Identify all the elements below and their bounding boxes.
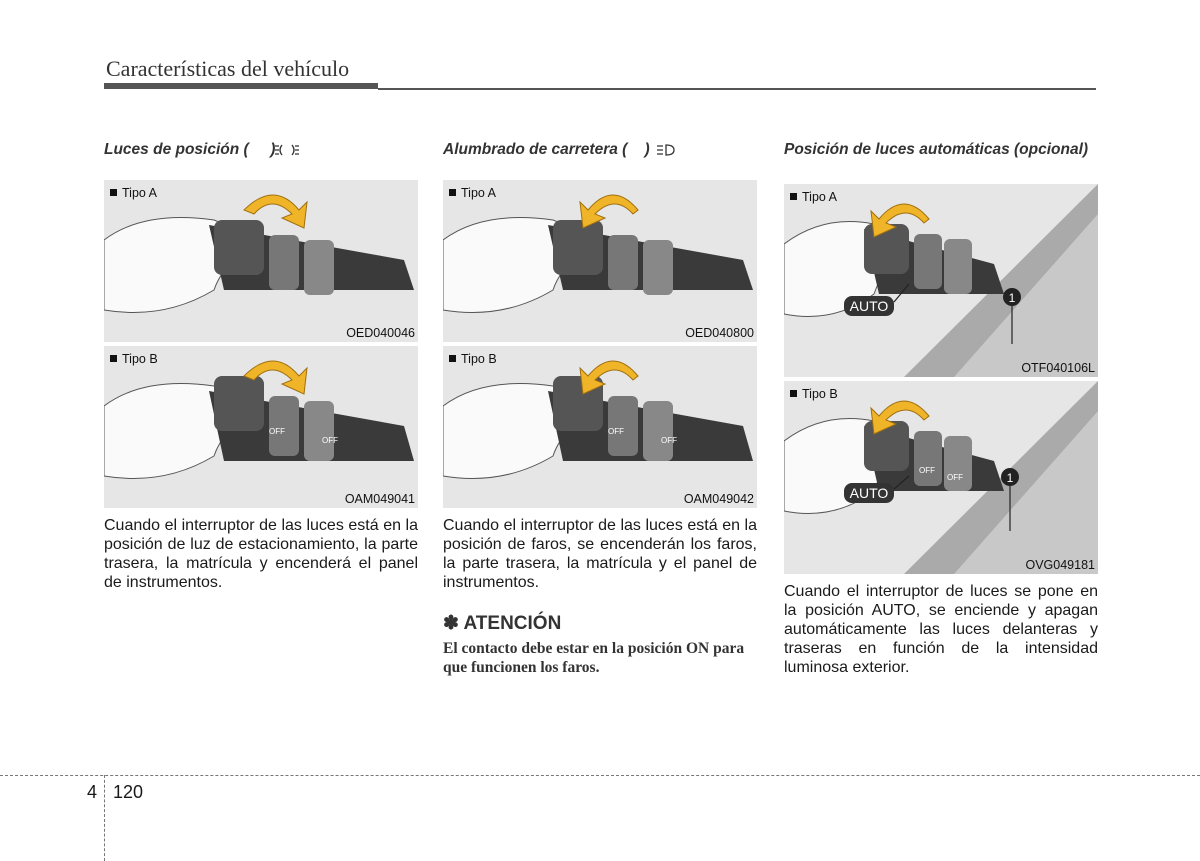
section-heading [104, 140, 418, 180]
column-auto-lights [784, 140, 1098, 677]
auto-label: AUTO [849, 298, 889, 314]
figure-label: Tipo B [110, 352, 158, 366]
heading-text: Alumbrado de carretera ( ) [443, 141, 650, 158]
switch-stalk-illustration [443, 346, 757, 508]
switch-stalk-illustration [104, 180, 418, 342]
figure-code: OAM049041 [344, 492, 415, 506]
section-heading [443, 140, 757, 180]
figure-code: OED040800 [685, 326, 754, 340]
off-label: OFF [322, 436, 338, 445]
column-headlights [443, 140, 757, 677]
figure-code: OVG049181 [1025, 558, 1095, 572]
headlight-icon [654, 143, 678, 157]
figure-label: Tipo B [449, 352, 497, 366]
section-heading: Posición de luces automáticas (opcional) [784, 141, 1089, 158]
off-label: OFF [661, 436, 677, 445]
body-paragraph: Cuando el interruptor de las luces está en la posición de faros, se encenderán los faros, la parte trasera, la matrícula y el panel de instrumentos. [443, 517, 757, 591]
page-number: 120 [113, 782, 144, 802]
figure-label: Tipo B [790, 387, 838, 401]
header-rule-thin [378, 88, 1096, 90]
off-label: OFF [919, 466, 935, 475]
notice-body: El contacto debe estar en la posición ON para que funcionen los faros. [443, 640, 745, 676]
figure-label: Tipo A [110, 186, 157, 200]
notice-title: ✽ ATENCIÓN [443, 613, 562, 634]
body-paragraph: Cuando el interruptor de las luces está en la posición de luz de estacionamiento, la parte trasera, la matrícula y encenderá el panel de instrumentos. [104, 517, 418, 591]
parking-light-icon [273, 143, 301, 157]
header-title: Características del vehículo [106, 56, 350, 81]
figure-tipo-a [784, 184, 1098, 377]
footer-vertical-divider [104, 775, 105, 861]
figure-label: Tipo A [790, 190, 837, 204]
footer-divider [0, 775, 1200, 776]
figure-tipo-a [443, 180, 757, 342]
callout-number: 1 [1006, 471, 1014, 485]
switch-stalk-illustration [443, 180, 757, 342]
figure-tipo-b [104, 346, 418, 508]
chapter-number: 4 [87, 782, 98, 802]
figure-code: OAM049042 [683, 492, 754, 506]
heading-text: Luces de posición ( ) [104, 141, 276, 158]
figure-label: Tipo A [449, 186, 496, 200]
figure-code: OED040046 [346, 326, 415, 340]
figure-tipo-a [104, 180, 418, 342]
figure-tipo-b [784, 381, 1098, 574]
off-label: OFF [269, 427, 285, 436]
figure-tipo-b [443, 346, 757, 508]
column-parking-lights [104, 140, 418, 592]
switch-stalk-illustration [784, 184, 1098, 377]
switch-stalk-illustration [104, 346, 418, 508]
body-paragraph: Cuando el interruptor de luces se pone en la posición AUTO, se enciende y apagan automáticamente las luces delanteras y traseras en función de la intensidad luminosa exterior. [784, 583, 1098, 676]
switch-stalk-illustration [784, 381, 1098, 574]
auto-label: AUTO [849, 485, 889, 501]
off-label: OFF [608, 427, 624, 436]
header-rule-thick [104, 83, 378, 89]
figure-code: OTF040106L [1021, 361, 1095, 375]
callout-number: 1 [1008, 291, 1016, 305]
off-label: OFF [947, 473, 963, 482]
